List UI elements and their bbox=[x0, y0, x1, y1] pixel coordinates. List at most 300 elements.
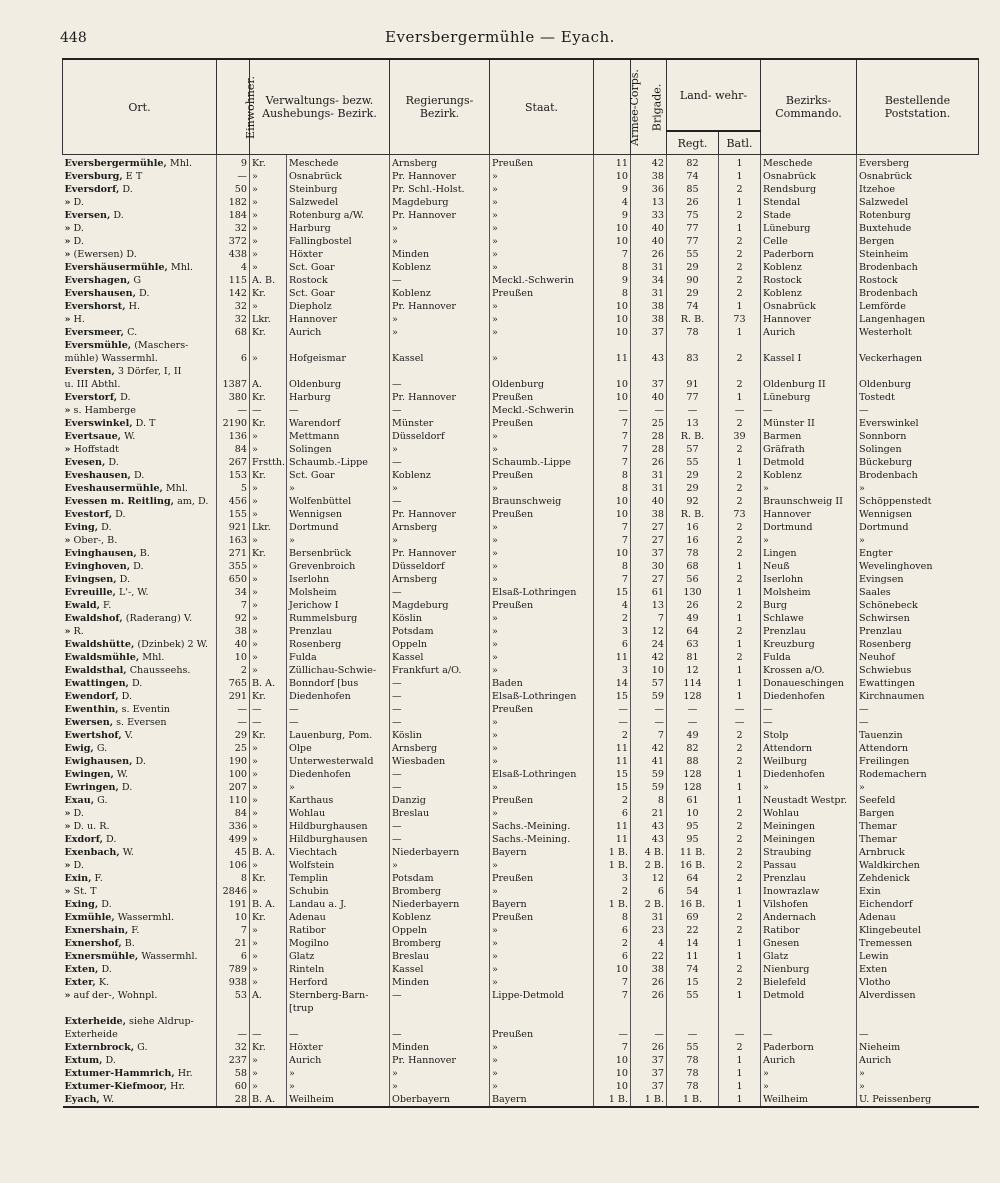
header-post: Bestellende Poststation. bbox=[857, 59, 979, 155]
cell-ort bbox=[63, 378, 217, 391]
cell-staat: » bbox=[490, 235, 594, 248]
cell-einwohner bbox=[217, 365, 250, 378]
cell-brigade: 26 bbox=[631, 989, 667, 1002]
cell-ort bbox=[63, 495, 217, 508]
cell-regt bbox=[667, 365, 719, 378]
cell-bezirks: Fulda bbox=[761, 651, 857, 664]
cell-regierung: Potsdam bbox=[390, 872, 490, 885]
cell-armee: 7 bbox=[594, 443, 631, 456]
cell-brigade: 43 bbox=[631, 833, 667, 846]
cell-armee: 9 bbox=[594, 274, 631, 287]
cell-regierung: — bbox=[390, 833, 490, 846]
cell-regt: 63 bbox=[667, 638, 719, 651]
header-armee: Armee-Corps. bbox=[594, 59, 631, 155]
place-name: Eveshausen, bbox=[64, 470, 131, 481]
cell-regierung: Minden bbox=[390, 248, 490, 261]
cell-armee bbox=[594, 1002, 631, 1015]
place-type: Ober-, B. bbox=[70, 535, 118, 546]
cell-post: Rostock bbox=[857, 274, 979, 287]
table-row bbox=[63, 898, 979, 911]
cell-ort bbox=[63, 651, 217, 664]
place-name: Ewendorf, bbox=[64, 691, 119, 702]
cell-post bbox=[857, 365, 979, 378]
table-row bbox=[63, 1080, 979, 1093]
cell-regt: R. B. bbox=[667, 508, 719, 521]
cell-brigade: 13 bbox=[631, 599, 667, 612]
cell-post: Wennigsen bbox=[857, 508, 979, 521]
cell-bezirks: » bbox=[761, 1080, 857, 1093]
cell-regt: 29 bbox=[667, 287, 719, 300]
cell-brigade: 42 bbox=[631, 155, 667, 171]
table-row bbox=[63, 209, 979, 222]
cell-bezirks: Neustadt Westpr. bbox=[761, 794, 857, 807]
table-row bbox=[63, 976, 979, 989]
table-row bbox=[63, 183, 979, 196]
cell-post: Schwirsen bbox=[857, 612, 979, 625]
cell-brigade: 42 bbox=[631, 651, 667, 664]
place-name: Ewaldshof, bbox=[64, 613, 123, 624]
cell-verwaltung: Hannover bbox=[287, 313, 390, 326]
cell-bezirks: Straubing bbox=[761, 846, 857, 859]
cell-regt bbox=[667, 1015, 719, 1028]
place-type: W. bbox=[113, 769, 129, 780]
place-name: Eveshausermühle, bbox=[64, 483, 163, 494]
cell-verwaltung-type: Kr. bbox=[250, 729, 287, 742]
cell-ort bbox=[63, 1067, 217, 1080]
cell-regierung: » bbox=[390, 482, 490, 495]
cell-staat: » bbox=[490, 573, 594, 586]
cell-bezirks: Braunschweig II bbox=[761, 495, 857, 508]
cell-verwaltung-type: » bbox=[250, 534, 287, 547]
cell-verwaltung: Templin bbox=[287, 872, 390, 885]
cell-regt: 77 bbox=[667, 222, 719, 235]
cell-verwaltung: Aurich bbox=[287, 1054, 390, 1067]
cell-verwaltung: Rummelsburg bbox=[287, 612, 390, 625]
place-name: » bbox=[64, 405, 71, 416]
cell-staat: » bbox=[490, 326, 594, 339]
cell-armee: 9 bbox=[594, 209, 631, 222]
cell-staat: » bbox=[490, 300, 594, 313]
cell-einwohner: 32 bbox=[217, 313, 250, 326]
cell-bezirks: Barmen bbox=[761, 430, 857, 443]
cell-verwaltung: Grevenbroich bbox=[287, 560, 390, 573]
cell-regierung: Magdeburg bbox=[390, 599, 490, 612]
cell-batl: 2 bbox=[719, 846, 761, 859]
cell-post: Salzwedel bbox=[857, 196, 979, 209]
cell-regierung: Pr. Hannover bbox=[390, 547, 490, 560]
cell-staat: Preußen bbox=[490, 599, 594, 612]
place-name: Exten, bbox=[64, 964, 99, 975]
cell-post: Adenau bbox=[857, 911, 979, 924]
cell-regierung: Münster bbox=[390, 417, 490, 430]
cell-staat: » bbox=[490, 781, 594, 794]
place-type: G. bbox=[94, 795, 108, 806]
table-row bbox=[63, 937, 979, 950]
cell-regt: 29 bbox=[667, 482, 719, 495]
cell-post: Bergen bbox=[857, 235, 979, 248]
cell-ort bbox=[63, 547, 217, 560]
cell-verwaltung: Landau a. J. bbox=[287, 898, 390, 911]
cell-regierung: Minden bbox=[390, 1041, 490, 1054]
table-body bbox=[63, 155, 979, 1108]
cell-verwaltung-type: Lkr. bbox=[250, 521, 287, 534]
place-name: » bbox=[64, 990, 71, 1001]
cell-ort bbox=[63, 560, 217, 573]
cell-armee: 3 bbox=[594, 625, 631, 638]
cell-batl: — bbox=[719, 404, 761, 417]
cell-bezirks: Ratibor bbox=[761, 924, 857, 937]
cell-brigade: 2 B. bbox=[631, 859, 667, 872]
place-name: Externbrock, bbox=[64, 1042, 135, 1053]
cell-verwaltung-type: » bbox=[250, 755, 287, 768]
cell-regierung: — bbox=[390, 1028, 490, 1041]
cell-post: U. Peissenberg bbox=[857, 1093, 979, 1107]
cell-einwohner bbox=[217, 1002, 250, 1015]
cell-verwaltung: Glatz bbox=[287, 950, 390, 963]
cell-bezirks: » bbox=[761, 534, 857, 547]
cell-verwaltung: Höxter bbox=[287, 248, 390, 261]
cell-post: Exten bbox=[857, 963, 979, 976]
cell-einwohner: — bbox=[217, 404, 250, 417]
cell-einwohner: 58 bbox=[217, 1067, 250, 1080]
place-name: Evestorf, bbox=[64, 509, 113, 520]
cell-verwaltung: Jerichow I bbox=[287, 599, 390, 612]
cell-bezirks: Andernach bbox=[761, 911, 857, 924]
table-row bbox=[63, 352, 979, 365]
cell-verwaltung-type: » bbox=[250, 885, 287, 898]
cell-post: Sonnborn bbox=[857, 430, 979, 443]
place-type: (Ewersen) D. bbox=[70, 249, 137, 260]
place-name: Eversburg, bbox=[64, 171, 123, 182]
table-row bbox=[63, 612, 979, 625]
cell-ort bbox=[63, 287, 217, 300]
cell-batl: 2 bbox=[719, 872, 761, 885]
cell-staat: Preußen bbox=[490, 1028, 594, 1041]
table-row bbox=[63, 456, 979, 469]
cell-regt: 77 bbox=[667, 235, 719, 248]
cell-post: Itzehoe bbox=[857, 183, 979, 196]
cell-batl: 1 bbox=[719, 300, 761, 313]
cell-regierung: — bbox=[390, 456, 490, 469]
cell-brigade: 37 bbox=[631, 547, 667, 560]
place-type: D. bbox=[118, 782, 133, 793]
cell-brigade: 43 bbox=[631, 352, 667, 365]
cell-batl: 1 bbox=[719, 638, 761, 651]
cell-brigade: 27 bbox=[631, 521, 667, 534]
place-type: K. bbox=[95, 977, 110, 988]
cell-ort bbox=[63, 677, 217, 690]
cell-verwaltung-type bbox=[250, 339, 287, 352]
cell-batl: 1 bbox=[719, 664, 761, 677]
place-type: F. bbox=[99, 600, 112, 611]
cell-verwaltung-type: » bbox=[250, 651, 287, 664]
cell-brigade: 28 bbox=[631, 430, 667, 443]
cell-post: Eichendorf bbox=[857, 898, 979, 911]
cell-verwaltung: Sct. Goar bbox=[287, 261, 390, 274]
cell-batl: 1 bbox=[719, 781, 761, 794]
cell-staat: » bbox=[490, 664, 594, 677]
place-name: » bbox=[64, 535, 71, 546]
cell-regt: 1 B. bbox=[667, 1093, 719, 1107]
cell-post: Everswinkel bbox=[857, 417, 979, 430]
cell-einwohner: 50 bbox=[217, 183, 250, 196]
cell-armee: 15 bbox=[594, 586, 631, 599]
cell-brigade: 31 bbox=[631, 287, 667, 300]
table-row bbox=[63, 300, 979, 313]
cell-batl: 2 bbox=[719, 547, 761, 560]
cell-ort bbox=[63, 417, 217, 430]
cell-armee: 7 bbox=[594, 976, 631, 989]
cell-verwaltung: » bbox=[287, 1067, 390, 1080]
cell-regt: 78 bbox=[667, 1054, 719, 1067]
cell-post bbox=[857, 339, 979, 352]
cell-bezirks: Lüneburg bbox=[761, 391, 857, 404]
cell-batl: 1 bbox=[719, 1054, 761, 1067]
cell-einwohner: 2190 bbox=[217, 417, 250, 430]
cell-regierung: Kassel bbox=[390, 963, 490, 976]
cell-ort bbox=[63, 235, 217, 248]
cell-verwaltung-type: » bbox=[250, 1080, 287, 1093]
cell-verwaltung: Höxter bbox=[287, 1041, 390, 1054]
cell-staat: » bbox=[490, 625, 594, 638]
cell-regt: 78 bbox=[667, 326, 719, 339]
place-name: Eversdorf, bbox=[64, 184, 120, 195]
place-name: Eversmeer, bbox=[64, 327, 125, 338]
table-row bbox=[63, 872, 979, 885]
cell-brigade: — bbox=[631, 1028, 667, 1041]
cell-armee: 10 bbox=[594, 313, 631, 326]
cell-staat: Schaumb.-Lippe bbox=[490, 456, 594, 469]
place-type: (Dzinbek) 2 W. bbox=[134, 639, 208, 650]
cell-verwaltung-type: Kr. bbox=[250, 469, 287, 482]
cell-einwohner: 60 bbox=[217, 1080, 250, 1093]
cell-verwaltung-type: » bbox=[250, 638, 287, 651]
cell-batl: 1 bbox=[719, 898, 761, 911]
cell-batl: 2 bbox=[719, 729, 761, 742]
place-type: D. bbox=[70, 236, 84, 247]
cell-verwaltung: Mettmann bbox=[287, 430, 390, 443]
cell-einwohner: 53 bbox=[217, 989, 250, 1002]
cell-batl: 2 bbox=[719, 482, 761, 495]
place-type: D. bbox=[135, 288, 150, 299]
cell-brigade: 59 bbox=[631, 781, 667, 794]
cell-verwaltung-type: » bbox=[250, 170, 287, 183]
cell-brigade: 40 bbox=[631, 235, 667, 248]
cell-verwaltung-type: » bbox=[250, 586, 287, 599]
cell-armee: 6 bbox=[594, 950, 631, 963]
cell-einwohner bbox=[217, 1015, 250, 1028]
cell-armee: 10 bbox=[594, 1054, 631, 1067]
cell-regt: 11 B. bbox=[667, 846, 719, 859]
cell-post: Westerholt bbox=[857, 326, 979, 339]
cell-armee: 7 bbox=[594, 417, 631, 430]
place-name: Exau, bbox=[64, 795, 95, 806]
place-type: D. bbox=[98, 899, 112, 910]
cell-verwaltung: — bbox=[287, 1028, 390, 1041]
table-row bbox=[63, 547, 979, 560]
cell-regt: 16 bbox=[667, 521, 719, 534]
cell-einwohner: 153 bbox=[217, 469, 250, 482]
cell-regt: 74 bbox=[667, 963, 719, 976]
cell-einwohner: 765 bbox=[217, 677, 250, 690]
header-verwaltung: Verwaltungs- bezw. Aushebungs- Bezirk. bbox=[250, 59, 390, 155]
cell-armee: 1 B. bbox=[594, 898, 631, 911]
cell-bezirks: Gräfrath bbox=[761, 443, 857, 456]
cell-bezirks: Stendal bbox=[761, 196, 857, 209]
cell-brigade: 37 bbox=[631, 1067, 667, 1080]
table-row bbox=[63, 378, 979, 391]
place-name: Ewingen, bbox=[64, 769, 114, 780]
cell-staat: Preußen bbox=[490, 703, 594, 716]
table-row bbox=[63, 924, 979, 937]
place-name: Evessen m. Reitling, bbox=[64, 496, 175, 507]
cell-regt: 75 bbox=[667, 209, 719, 222]
cell-einwohner: 142 bbox=[217, 287, 250, 300]
table-row bbox=[63, 664, 979, 677]
cell-batl: 2 bbox=[719, 469, 761, 482]
cell-staat: Bayern bbox=[490, 846, 594, 859]
cell-post: Themar bbox=[857, 820, 979, 833]
cell-batl: 2 bbox=[719, 911, 761, 924]
place-type: D. bbox=[117, 392, 131, 403]
cell-bezirks: Weilheim bbox=[761, 1093, 857, 1107]
cell-post: Rodemachern bbox=[857, 768, 979, 781]
cell-verwaltung: Sct. Goar bbox=[287, 469, 390, 482]
cell-regt: 61 bbox=[667, 794, 719, 807]
cell-regt: 56 bbox=[667, 573, 719, 586]
table-row bbox=[63, 859, 979, 872]
place-name: » bbox=[64, 223, 71, 234]
table-row bbox=[63, 1028, 979, 1041]
cell-ort bbox=[63, 989, 217, 1002]
cell-post: Bückeburg bbox=[857, 456, 979, 469]
cell-ort bbox=[63, 430, 217, 443]
place-name: Evershausen, bbox=[64, 288, 136, 299]
cell-verwaltung-type: » bbox=[250, 248, 287, 261]
cell-verwaltung: » bbox=[287, 781, 390, 794]
place-type: Hr. bbox=[174, 1068, 193, 1079]
cell-bezirks: Detmold bbox=[761, 456, 857, 469]
cell-verwaltung: Bonndorf [bus bbox=[287, 677, 390, 690]
cell-armee: 1 B. bbox=[594, 846, 631, 859]
cell-staat: Bayern bbox=[490, 898, 594, 911]
cell-batl: 2 bbox=[719, 417, 761, 430]
cell-verwaltung: Züllichau-Schwie- bbox=[287, 664, 390, 677]
place-type: mühle) Wassermhl. bbox=[64, 353, 158, 364]
cell-batl: 2 bbox=[719, 833, 761, 846]
cell-regt: 130 bbox=[667, 586, 719, 599]
cell-verwaltung: Diepholz bbox=[287, 300, 390, 313]
place-name: Evesen, bbox=[64, 457, 106, 468]
cell-post: — bbox=[857, 1028, 979, 1041]
place-type: (Raderang) V. bbox=[122, 613, 193, 624]
cell-bezirks bbox=[761, 1015, 857, 1028]
cell-regt: 74 bbox=[667, 300, 719, 313]
cell-einwohner: 32 bbox=[217, 222, 250, 235]
cell-regt: 26 bbox=[667, 196, 719, 209]
cell-ort bbox=[63, 768, 217, 781]
cell-bezirks: Diedenhofen bbox=[761, 768, 857, 781]
cell-ort bbox=[63, 365, 217, 378]
cell-batl: 2 bbox=[719, 651, 761, 664]
cell-verwaltung-type: » bbox=[250, 599, 287, 612]
cell-verwaltung-type: Frstth. bbox=[250, 456, 287, 469]
cell-verwaltung-type: Kr. bbox=[250, 547, 287, 560]
cell-post: » bbox=[857, 1067, 979, 1080]
cell-batl: 2 bbox=[719, 235, 761, 248]
place-type: s. Eventin bbox=[118, 704, 170, 715]
place-type: D. bbox=[70, 197, 84, 208]
cell-regt: — bbox=[667, 404, 719, 417]
cell-bezirks: Osnabrück bbox=[761, 170, 857, 183]
cell-batl: 2 bbox=[719, 248, 761, 261]
cell-einwohner: 7 bbox=[217, 924, 250, 937]
cell-ort bbox=[63, 833, 217, 846]
cell-staat: » bbox=[490, 352, 594, 365]
cell-armee: 7 bbox=[594, 534, 631, 547]
cell-regierung: Potsdam bbox=[390, 625, 490, 638]
cell-verwaltung-type: » bbox=[250, 924, 287, 937]
place-type: Hoffstadt bbox=[70, 444, 120, 455]
cell-ort bbox=[63, 1041, 217, 1054]
cell-einwohner: — bbox=[217, 170, 250, 183]
cell-bezirks: Detmold bbox=[761, 989, 857, 1002]
cell-verwaltung: Salzwedel bbox=[287, 196, 390, 209]
cell-batl: 2 bbox=[719, 924, 761, 937]
cell-armee: 10 bbox=[594, 378, 631, 391]
cell-einwohner: — bbox=[217, 1028, 250, 1041]
cell-armee: 2 bbox=[594, 937, 631, 950]
cell-armee: 2 bbox=[594, 612, 631, 625]
cell-staat: Sachs.-Meining. bbox=[490, 820, 594, 833]
cell-regierung: — bbox=[390, 404, 490, 417]
cell-staat: Braunschweig bbox=[490, 495, 594, 508]
cell-verwaltung: Harburg bbox=[287, 391, 390, 404]
cell-einwohner: 938 bbox=[217, 976, 250, 989]
cell-staat: » bbox=[490, 170, 594, 183]
cell-batl: 2 bbox=[719, 599, 761, 612]
cell-verwaltung bbox=[287, 365, 390, 378]
cell-regt: 49 bbox=[667, 729, 719, 742]
cell-brigade: 26 bbox=[631, 1041, 667, 1054]
cell-brigade: — bbox=[631, 404, 667, 417]
table-row bbox=[63, 573, 979, 586]
cell-ort bbox=[63, 924, 217, 937]
cell-post: Arnbruck bbox=[857, 846, 979, 859]
cell-regt: 55 bbox=[667, 989, 719, 1002]
table-row bbox=[63, 170, 979, 183]
cell-staat: » bbox=[490, 755, 594, 768]
cell-armee: 10 bbox=[594, 326, 631, 339]
cell-post: Evingsen bbox=[857, 573, 979, 586]
place-type: s. Eversen bbox=[113, 717, 167, 728]
cell-batl: 1 bbox=[719, 677, 761, 690]
cell-einwohner: 336 bbox=[217, 820, 250, 833]
cell-regt: 55 bbox=[667, 248, 719, 261]
header-ort: Ort. bbox=[63, 59, 217, 155]
place-type: Mhl. bbox=[139, 652, 165, 663]
cell-regierung: Arnsberg bbox=[390, 155, 490, 171]
cell-verwaltung: Hildburghausen bbox=[287, 833, 390, 846]
cell-post: Schönebeck bbox=[857, 599, 979, 612]
cell-verwaltung: Rinteln bbox=[287, 963, 390, 976]
cell-bezirks: Koblenz bbox=[761, 469, 857, 482]
table-row bbox=[63, 1041, 979, 1054]
cell-post: Brodenbach bbox=[857, 469, 979, 482]
cell-brigade: 36 bbox=[631, 183, 667, 196]
cell-verwaltung-type: » bbox=[250, 352, 287, 365]
cell-regierung: Bromberg bbox=[390, 885, 490, 898]
